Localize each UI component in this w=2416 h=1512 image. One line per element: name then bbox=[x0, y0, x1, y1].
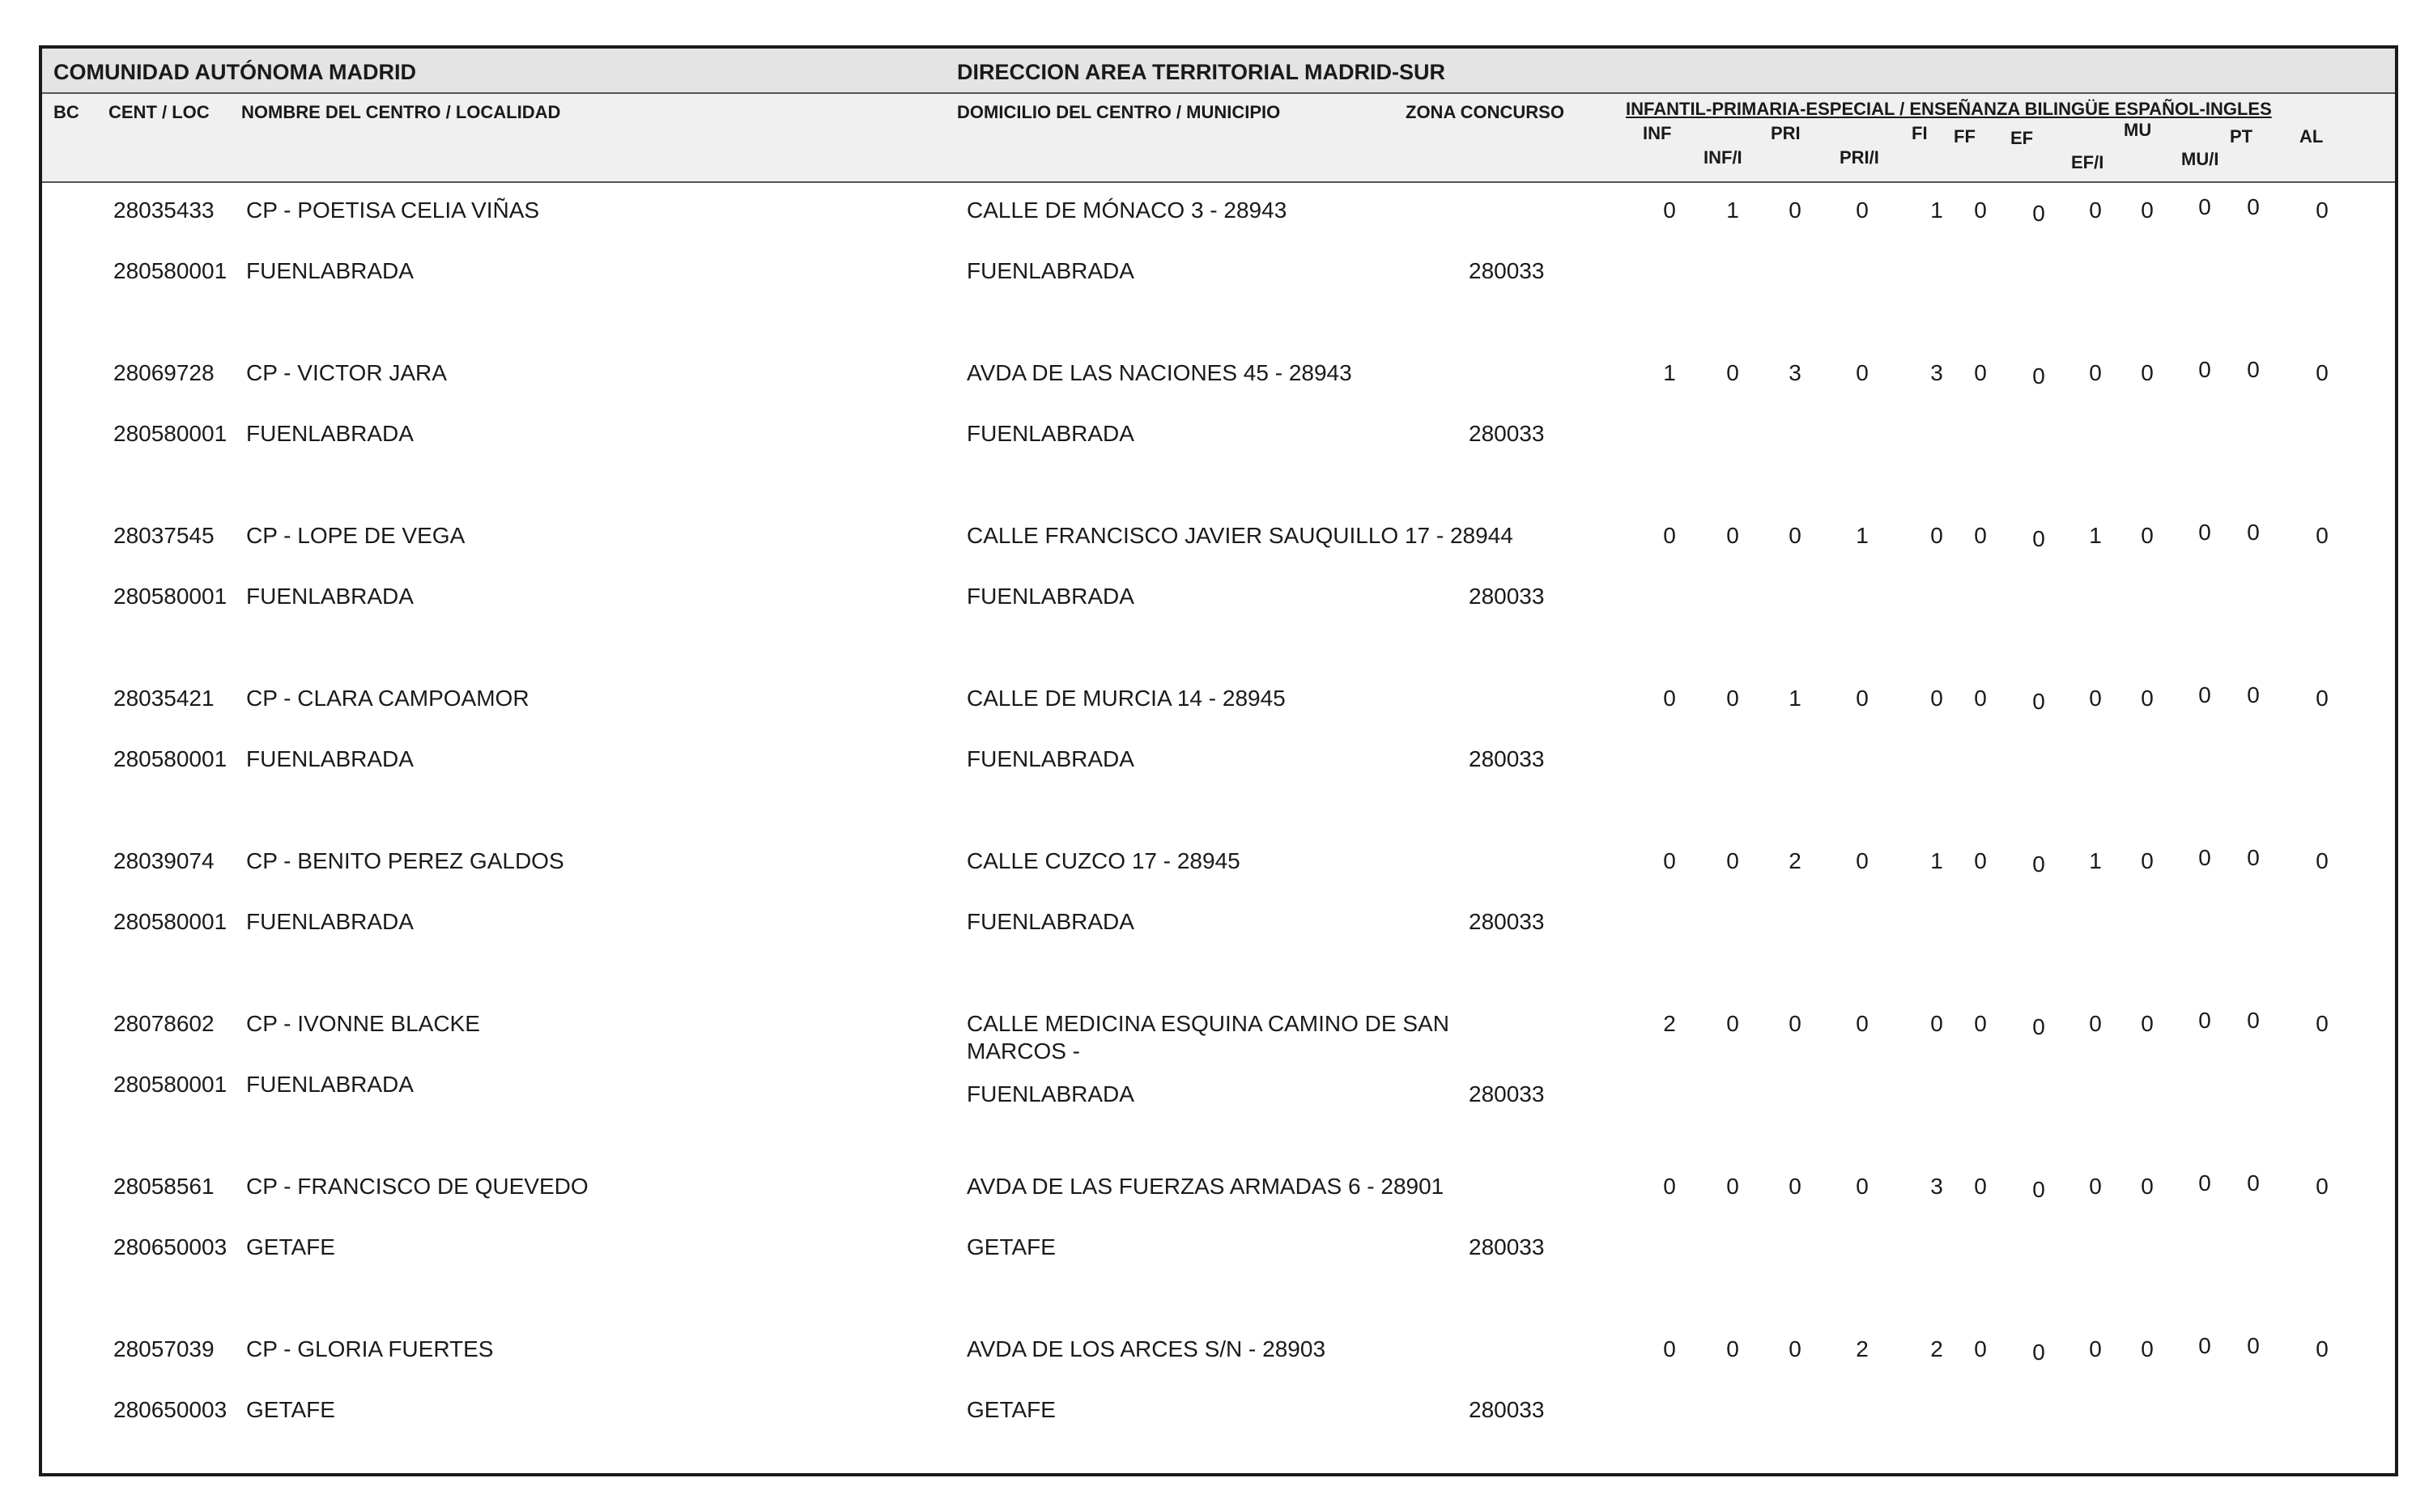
vacancy-count: 0 bbox=[1726, 1174, 1739, 1199]
center-code: 28035433 bbox=[113, 197, 215, 223]
specialty-header: AL bbox=[2299, 126, 2324, 147]
vacancy-count: 0 bbox=[1856, 686, 1869, 711]
vacancy-count: 2 bbox=[1930, 1336, 1943, 1361]
vacancy-count: 0 bbox=[2316, 848, 2329, 873]
municipality-name: FUENLABRADA bbox=[967, 258, 1134, 283]
zone-code: 280033 bbox=[1469, 584, 1545, 609]
municipality-name: FUENLABRADA bbox=[967, 909, 1134, 934]
center-address: AVDA DE LAS FUERZAS ARMADAS 6 - 28901 bbox=[967, 1174, 1444, 1199]
vacancy-count: 0 bbox=[2316, 523, 2329, 548]
vacancy-count: 0 bbox=[2089, 1174, 2102, 1199]
vacancy-count: 0 bbox=[2141, 1336, 2154, 1361]
vacancy-count: 0 bbox=[1789, 1336, 1801, 1361]
center-address: CALLE DE MÓNACO 3 - 28943 bbox=[967, 197, 1287, 223]
vacancy-count: 0 bbox=[2089, 686, 2102, 711]
vacancy-count: 0 bbox=[2032, 1177, 2045, 1202]
vacancy-count: 1 bbox=[1789, 686, 1801, 711]
vacancy-count: 0 bbox=[1930, 686, 1943, 711]
vacancy-count: 1 bbox=[2089, 848, 2102, 873]
vacancy-count: 0 bbox=[1789, 523, 1801, 548]
zone-code: 280033 bbox=[1469, 1081, 1545, 1106]
municipality-name: FUENLABRADA bbox=[967, 746, 1134, 771]
municipality-name: FUENLABRADA bbox=[967, 1081, 1134, 1106]
community-title: COMUNIDAD AUTÓNOMA MADRID bbox=[53, 60, 416, 84]
vacancy-count: 2 bbox=[1789, 848, 1801, 873]
center-code: 28035421 bbox=[113, 686, 215, 711]
vacancy-count: 0 bbox=[1974, 523, 1987, 548]
locality-code: 280580001 bbox=[113, 746, 228, 771]
locality-name: GETAFE bbox=[246, 1397, 335, 1422]
vacancy-count: 0 bbox=[1726, 523, 1739, 548]
specialty-header: EF/I bbox=[2071, 152, 2104, 172]
col-zona: ZONA CONCURSO bbox=[1406, 102, 1564, 122]
vacancy-count: 0 bbox=[1726, 1336, 1739, 1361]
vacancy-count: 0 bbox=[2032, 1340, 2045, 1365]
locality-name: GETAFE bbox=[246, 1234, 335, 1259]
vacancy-count: 0 bbox=[2198, 520, 2211, 545]
center-address: AVDA DE LOS ARCES S/N - 28903 bbox=[967, 1336, 1326, 1361]
specialty-header: PT bbox=[2230, 126, 2253, 147]
vacancy-count: 3 bbox=[1930, 360, 1943, 385]
locality-name: FUENLABRADA bbox=[246, 258, 414, 283]
vacancy-count: 0 bbox=[2198, 845, 2211, 870]
vacancy-count: 0 bbox=[2198, 1333, 2211, 1358]
col-nombre: NOMBRE DEL CENTRO / LOCALIDAD bbox=[241, 102, 561, 122]
vacancy-count: 0 bbox=[2089, 360, 2102, 385]
column-header bbox=[42, 94, 2395, 183]
locality-code: 280580001 bbox=[113, 909, 228, 934]
col-domicilio: DOMICILIO DEL CENTRO / MUNICIPIO bbox=[957, 102, 1281, 122]
specialty-header: MU/I bbox=[2181, 149, 2219, 169]
vacancy-count: 0 bbox=[2247, 357, 2260, 382]
center-address-line2: MARCOS - bbox=[967, 1038, 1080, 1064]
vacancy-count: 2 bbox=[1856, 1336, 1869, 1361]
vacancy-count: 0 bbox=[2141, 686, 2154, 711]
vacancy-count: 0 bbox=[1974, 848, 1987, 873]
center-name: CP - CLARA CAMPOAMOR bbox=[246, 686, 530, 711]
zone-code: 280033 bbox=[1469, 421, 1545, 446]
specialty-header: PRI/I bbox=[1840, 147, 1879, 168]
vacancy-count: 0 bbox=[2316, 1011, 2329, 1036]
locality-code: 280580001 bbox=[113, 584, 228, 609]
vacancy-count: 1 bbox=[1856, 523, 1869, 548]
vacancy-count: 0 bbox=[2198, 194, 2211, 219]
vacancy-count: 0 bbox=[2089, 197, 2102, 223]
locality-name: FUENLABRADA bbox=[246, 421, 414, 446]
specialty-header: INF bbox=[1643, 123, 1672, 143]
vacancy-count: 0 bbox=[1856, 1011, 1869, 1036]
locality-name: FUENLABRADA bbox=[246, 909, 414, 934]
report-header bbox=[42, 49, 2395, 94]
specialty-header: INF/I bbox=[1704, 147, 1742, 168]
vacancy-count: 0 bbox=[2316, 686, 2329, 711]
vacancy-count: 0 bbox=[1789, 197, 1801, 223]
center-address: AVDA DE LAS NACIONES 45 - 28943 bbox=[967, 360, 1352, 385]
zone-code: 280033 bbox=[1469, 909, 1545, 934]
col-cent-loc: CENT / LOC bbox=[108, 102, 210, 122]
vacancy-count: 0 bbox=[2141, 848, 2154, 873]
locality-code: 280650003 bbox=[113, 1234, 228, 1259]
vacancy-count: 0 bbox=[1789, 1174, 1801, 1199]
vacancy-count: 0 bbox=[1974, 360, 1987, 385]
vacancy-count: 0 bbox=[2141, 1174, 2154, 1199]
center-address: CALLE DE MURCIA 14 - 28945 bbox=[967, 686, 1286, 711]
vacancy-count: 0 bbox=[2198, 357, 2211, 382]
vacancy-count: 0 bbox=[1663, 848, 1676, 873]
zone-code: 280033 bbox=[1469, 1234, 1545, 1259]
center-name: CP - POETISA CELIA VIÑAS bbox=[246, 197, 540, 223]
vacancy-count: 0 bbox=[1663, 1174, 1676, 1199]
vacancy-count: 1 bbox=[1930, 197, 1943, 223]
vacancy-count: 0 bbox=[2032, 526, 2045, 551]
vacancy-count: 0 bbox=[2316, 197, 2329, 223]
vacancy-count: 0 bbox=[1726, 360, 1739, 385]
vacancy-count: 0 bbox=[1930, 523, 1943, 548]
center-name: CP - BENITO PEREZ GALDOS bbox=[246, 848, 564, 873]
vacancy-count: 0 bbox=[2089, 1336, 2102, 1361]
vacancy-count: 2 bbox=[1663, 1011, 1676, 1036]
vacancy-count: 0 bbox=[1663, 197, 1676, 223]
vacancy-count: 1 bbox=[1726, 197, 1739, 223]
vacancy-count: 0 bbox=[1856, 848, 1869, 873]
locality-code: 280580001 bbox=[113, 258, 228, 283]
locality-name: FUENLABRADA bbox=[246, 584, 414, 609]
vacancy-count: 0 bbox=[2247, 194, 2260, 219]
municipality-name: GETAFE bbox=[967, 1234, 1056, 1259]
center-name: CP - LOPE DE VEGA bbox=[246, 523, 466, 548]
vacancy-count: 0 bbox=[2198, 1170, 2211, 1196]
vacancy-count: 0 bbox=[1974, 1011, 1987, 1036]
center-code: 28078602 bbox=[113, 1011, 215, 1036]
locality-name: FUENLABRADA bbox=[246, 746, 414, 771]
direction-title: DIRECCION AREA TERRITORIAL MADRID-SUR bbox=[957, 60, 1446, 84]
vacancy-count: 0 bbox=[1974, 1336, 1987, 1361]
vacancy-count: 0 bbox=[1974, 1174, 1987, 1199]
center-address: CALLE CUZCO 17 - 28945 bbox=[967, 848, 1240, 873]
vacancy-count: 0 bbox=[2316, 360, 2329, 385]
vacancy-count: 0 bbox=[2141, 1011, 2154, 1036]
vacancy-count: 0 bbox=[2316, 1174, 2329, 1199]
vacancy-count: 0 bbox=[2247, 1170, 2260, 1196]
vacancy-count: 0 bbox=[2141, 523, 2154, 548]
vacancy-count: 0 bbox=[2032, 363, 2045, 389]
vacancy-count: 0 bbox=[1930, 1011, 1943, 1036]
center-address: CALLE MEDICINA ESQUINA CAMINO DE SAN bbox=[967, 1011, 1449, 1036]
vacancy-count: 0 bbox=[2247, 845, 2260, 870]
center-name: CP - GLORIA FUERTES bbox=[246, 1336, 494, 1361]
vacancy-count: 3 bbox=[1930, 1174, 1943, 1199]
center-name: CP - IVONNE BLACKE bbox=[246, 1011, 480, 1036]
vacancy-count: 0 bbox=[2247, 1008, 2260, 1033]
vacancy-count: 0 bbox=[1663, 523, 1676, 548]
center-code: 28037545 bbox=[113, 523, 215, 548]
vacancy-count: 0 bbox=[2198, 1008, 2211, 1033]
center-code: 28058561 bbox=[113, 1174, 215, 1199]
locality-code: 280580001 bbox=[113, 421, 228, 446]
municipality-name: GETAFE bbox=[967, 1397, 1056, 1422]
vacancy-count: 0 bbox=[2032, 852, 2045, 877]
vacancy-count: 0 bbox=[1726, 1011, 1739, 1036]
center-code: 28057039 bbox=[113, 1336, 215, 1361]
center-code: 28069728 bbox=[113, 360, 215, 385]
vacancy-count: 1 bbox=[2089, 523, 2102, 548]
vacancy-count: 0 bbox=[2247, 682, 2260, 707]
vacancy-count: 0 bbox=[1974, 686, 1987, 711]
vacancy-count: 0 bbox=[1789, 1011, 1801, 1036]
locality-name: FUENLABRADA bbox=[246, 1072, 414, 1097]
report-frame bbox=[39, 45, 2398, 1476]
vacancy-count: 0 bbox=[1856, 197, 1869, 223]
vacancy-count: 0 bbox=[2316, 1336, 2329, 1361]
specialty-header: PRI bbox=[1771, 123, 1801, 143]
municipality-name: FUENLABRADA bbox=[967, 584, 1134, 609]
locality-code: 280650003 bbox=[113, 1397, 228, 1422]
municipality-name: FUENLABRADA bbox=[967, 421, 1134, 446]
center-address: CALLE FRANCISCO JAVIER SAUQUILLO 17 - 28944 bbox=[967, 523, 1513, 548]
vacancy-count: 0 bbox=[2198, 682, 2211, 707]
col-group: INFANTIL-PRIMARIA-ESPECIAL / ENSEÑANZA BILINGÜE ESPAÑOL-INGLES bbox=[1626, 99, 2272, 119]
vacancy-count: 0 bbox=[1726, 686, 1739, 711]
vacancy-count: 0 bbox=[2032, 689, 2045, 714]
vacancy-count: 0 bbox=[1663, 1336, 1676, 1361]
vacancy-count: 0 bbox=[2089, 1011, 2102, 1036]
specialty-header: FF bbox=[1954, 126, 1976, 147]
vacancy-count: 0 bbox=[1856, 360, 1869, 385]
vacancy-count: 0 bbox=[2032, 201, 2045, 226]
vacancy-count: 0 bbox=[2247, 1333, 2260, 1358]
vacancy-count: 1 bbox=[1930, 848, 1943, 873]
zone-code: 280033 bbox=[1469, 258, 1545, 283]
vacancy-count: 0 bbox=[1856, 1174, 1869, 1199]
center-name: CP - FRANCISCO DE QUEVEDO bbox=[246, 1174, 589, 1199]
vacancy-count: 0 bbox=[1663, 686, 1676, 711]
col-bc: BC bbox=[53, 102, 79, 122]
vacancy-count: 3 bbox=[1789, 360, 1801, 385]
vacancy-count: 0 bbox=[1974, 197, 1987, 223]
specialty-header: EF bbox=[2010, 128, 2034, 148]
center-name: CP - VICTOR JARA bbox=[246, 360, 447, 385]
center-code: 28039074 bbox=[113, 848, 215, 873]
zone-code: 280033 bbox=[1469, 746, 1545, 771]
locality-code: 280580001 bbox=[113, 1072, 228, 1097]
specialty-header: MU bbox=[2124, 120, 2152, 140]
vacancy-count: 0 bbox=[2032, 1014, 2045, 1039]
vacancy-count: 0 bbox=[2141, 360, 2154, 385]
vacancy-count: 0 bbox=[2247, 520, 2260, 545]
zone-code: 280033 bbox=[1469, 1397, 1545, 1422]
specialty-header: FI bbox=[1912, 123, 1928, 143]
vacancy-count: 0 bbox=[1726, 848, 1739, 873]
vacancy-count: 1 bbox=[1663, 360, 1676, 385]
vacancy-count: 0 bbox=[2141, 197, 2154, 223]
